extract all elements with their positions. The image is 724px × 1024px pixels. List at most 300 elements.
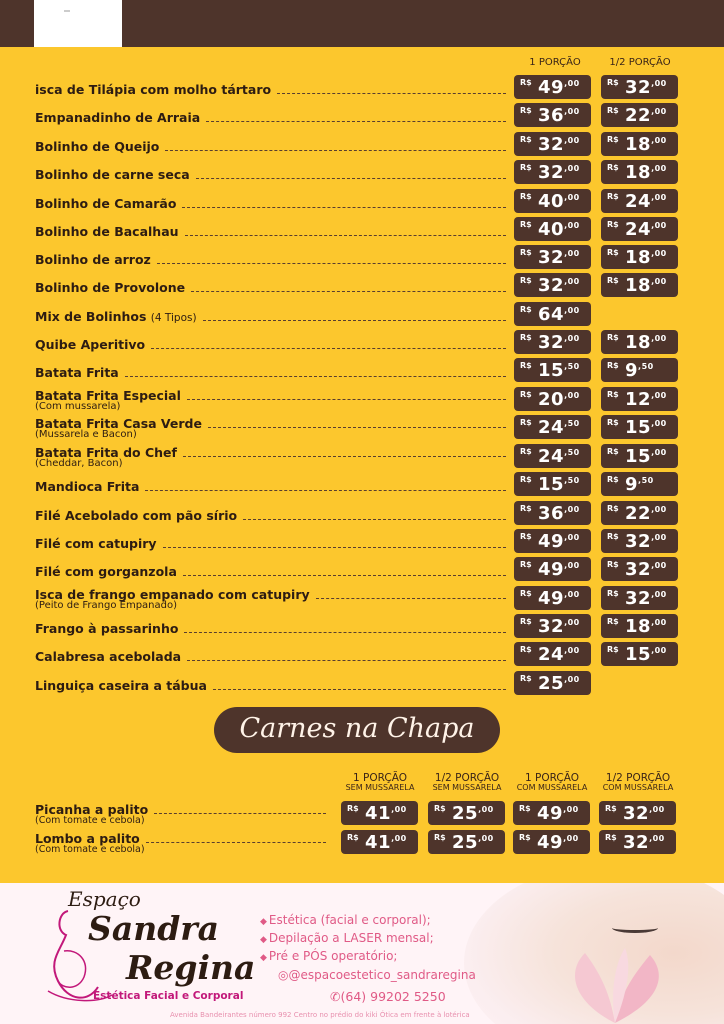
- service-item: ◆ Depilação a LASER mensal;: [260, 931, 434, 945]
- menu-item: [0, 244, 724, 270]
- menu-item: [0, 159, 724, 185]
- price-tag: [514, 501, 591, 525]
- price-cents: ,00: [651, 249, 667, 258]
- price-amount: $64^{,00}$: [538, 304, 580, 325]
- price-amount: $32^{,00}$: [538, 162, 580, 183]
- currency-symbol: R$: [607, 78, 619, 87]
- item-name: Bolinho de Queijo: [35, 139, 160, 154]
- price-cents: ,00: [564, 561, 580, 570]
- price-tag: [514, 132, 591, 156]
- currency-symbol: R$: [607, 248, 619, 257]
- item-name: Calabresa acebolada: [35, 649, 182, 664]
- menu-item: [0, 471, 724, 497]
- currency-symbol: R$: [520, 276, 532, 285]
- menu-item: [0, 641, 724, 667]
- currency-symbol: R$: [607, 276, 619, 285]
- currency-symbol: R$: [607, 163, 619, 172]
- currency-symbol: R$: [520, 135, 532, 144]
- menu-item: [0, 301, 724, 327]
- price-cents: ,00: [564, 107, 580, 116]
- dotted-leader: [146, 842, 326, 843]
- currency-symbol: R$: [520, 645, 532, 654]
- price-amount: $32^{,00}$: [625, 588, 667, 609]
- item-description: (Peito de Frango Empanado): [35, 600, 178, 611]
- price-tag: [514, 642, 591, 666]
- currency-symbol: R$: [520, 305, 532, 314]
- price-tag: [601, 330, 678, 354]
- price-cents: ,00: [651, 193, 667, 202]
- price-cents: ,00: [478, 805, 494, 814]
- instagram-icon: ◎: [278, 968, 289, 982]
- price-amount: $18^{,00}$: [625, 134, 667, 155]
- currency-symbol: R$: [520, 674, 532, 683]
- closed-eye-icon: [612, 923, 658, 933]
- menu-item: [0, 131, 724, 157]
- menu-item: [0, 443, 724, 469]
- price-tag: [513, 830, 590, 854]
- price-amount: $36^{,00}$: [538, 105, 580, 126]
- carnes-item: [0, 800, 724, 826]
- currency-symbol: R$: [607, 418, 619, 427]
- carnes-column-header: 1 PORÇÃO COM MUSSARELA: [516, 772, 588, 792]
- price-amount: $36^{,00}$: [538, 503, 580, 524]
- price-cents: ,00: [651, 221, 667, 230]
- footer: [0, 883, 724, 1024]
- price-cents: ,00: [564, 277, 580, 286]
- currency-symbol: R$: [520, 504, 532, 513]
- header-full-portion: 1 PORÇÃO: [529, 57, 581, 68]
- price-cents: ,00: [651, 561, 667, 570]
- menu-item: [0, 188, 724, 214]
- price-cents: ,00: [651, 391, 667, 400]
- price-tag: [601, 642, 678, 666]
- price-cents: ,00: [564, 306, 580, 315]
- price-amount: $49^{,00}$: [538, 531, 580, 552]
- diamond-bullet-icon: ◆: [260, 917, 267, 927]
- price-cents: ,00: [564, 136, 580, 145]
- price-amount: $32^{,00}$: [538, 134, 580, 155]
- brand-sandra: Sandra: [88, 909, 220, 948]
- carnes-column-header: 1 PORÇÃO SEM MUSSARELA: [345, 772, 415, 792]
- dotted-leader: [145, 490, 506, 491]
- price-cents: ,50: [564, 419, 580, 428]
- price-tag: [514, 273, 591, 297]
- currency-symbol: R$: [520, 390, 532, 399]
- currency-symbol: R$: [520, 475, 532, 484]
- dotted-leader: [206, 121, 506, 122]
- currency-symbol: R$: [607, 475, 619, 484]
- price-cents: ,50: [564, 448, 580, 457]
- price-cents: ,00: [564, 249, 580, 258]
- item-name: Mandioca Frita: [35, 479, 140, 494]
- dotted-leader: [243, 519, 506, 520]
- dotted-leader: [184, 632, 506, 633]
- item-name: Bolinho de carne seca: [35, 167, 190, 182]
- dotted-leader: [163, 547, 506, 548]
- dotted-leader: [185, 235, 506, 236]
- item-name: Filé com gorganzola: [35, 564, 177, 579]
- menu-item: [0, 102, 724, 128]
- price-cents: ,00: [651, 646, 667, 655]
- currency-symbol: R$: [607, 504, 619, 513]
- price-tag: [601, 529, 678, 553]
- currency-symbol: R$: [520, 220, 532, 229]
- top-logo-area: [34, 0, 122, 47]
- price-tag: [601, 217, 678, 241]
- price-tag: [601, 358, 678, 382]
- price-amount: $32^{,00}$: [538, 247, 580, 268]
- brand-tagline: Estética Facial e Corporal: [93, 990, 244, 1002]
- price-cents: ,50: [638, 362, 654, 371]
- price-amount: $41^{,00}$: [365, 803, 407, 824]
- currency-symbol: R$: [519, 804, 531, 813]
- currency-symbol: R$: [607, 447, 619, 456]
- currency-symbol: R$: [520, 163, 532, 172]
- price-amount: $49^{,00}$: [538, 588, 580, 609]
- currency-symbol: R$: [520, 560, 532, 569]
- price-tag: [601, 103, 678, 127]
- price-amount: $18^{,00}$: [625, 332, 667, 353]
- price-cents: ,00: [651, 334, 667, 343]
- price-tag: [514, 529, 591, 553]
- price-amount: $49^{,00}$: [537, 832, 579, 853]
- service-item: ◆ Pré e PÓS operatório;: [260, 949, 398, 963]
- menu-item: [0, 528, 724, 554]
- carnes-column-header: 1/2 PORÇÃO COM MUSSARELA: [602, 772, 674, 792]
- item-name: Filé com catupiry: [35, 536, 157, 551]
- price-cents: ,00: [651, 107, 667, 116]
- dotted-leader: [182, 207, 506, 208]
- price-amount: $15^{,00}$: [625, 644, 667, 665]
- menu-item: [0, 329, 724, 355]
- item-name: Batata Frita do Chef: [35, 445, 177, 460]
- brand-espaco: Espaço: [68, 887, 141, 911]
- dotted-leader: [125, 376, 506, 377]
- price-cents: ,00: [651, 136, 667, 145]
- price-tag: [514, 472, 591, 496]
- price-amount: $25^{,00}$: [538, 673, 580, 694]
- price-tag: [514, 302, 591, 326]
- price-cents: ,50: [564, 476, 580, 485]
- price-amount: $40^{,00}$: [538, 191, 580, 212]
- price-tag: [341, 830, 418, 854]
- dotted-leader: [196, 178, 506, 179]
- price-amount: $25^{,00}$: [452, 832, 494, 853]
- price-tag: [428, 830, 505, 854]
- price-amount: $32^{,00}$: [623, 803, 665, 824]
- price-amount: $15^{,50}$: [538, 474, 580, 495]
- price-cents: ,00: [651, 448, 667, 457]
- price-tag: [514, 217, 591, 241]
- item-name: Bolinho de Provolone: [35, 280, 186, 295]
- item-name: Isca de frango empanado com catupiry: [35, 587, 310, 602]
- price-tag: [514, 387, 591, 411]
- currency-symbol: R$: [434, 833, 446, 842]
- price-amount: $22^{,00}$: [625, 105, 667, 126]
- menu-item: [0, 414, 724, 440]
- price-amount: $15^{,00}$: [625, 417, 667, 438]
- price-amount: $49^{,00}$: [538, 559, 580, 580]
- currency-symbol: R$: [605, 804, 617, 813]
- item-name: Frango à passarinho: [35, 621, 179, 636]
- price-cents: ,00: [564, 590, 580, 599]
- price-amount: $18^{,00}$: [625, 275, 667, 296]
- price-tag: [514, 586, 591, 610]
- currency-symbol: R$: [607, 645, 619, 654]
- logo-mark: [64, 10, 70, 12]
- instagram-handle: ◎@espacoestetico_sandraregina: [278, 968, 476, 982]
- price-cents: ,00: [651, 277, 667, 286]
- price-amount: $32^{,00}$: [538, 275, 580, 296]
- item-name: Quibe Aperitivo: [35, 337, 146, 352]
- section-banner: [214, 707, 500, 753]
- item-name: Batata Frita: [35, 365, 119, 380]
- currency-symbol: R$: [607, 532, 619, 541]
- price-amount: $32^{,00}$: [538, 332, 580, 353]
- price-tag: [601, 189, 678, 213]
- diamond-bullet-icon: ◆: [260, 935, 267, 945]
- currency-symbol: R$: [607, 560, 619, 569]
- price-amount: $9^{,50}$: [625, 474, 654, 495]
- menu-item: [0, 216, 724, 242]
- item-name: Lombo a palito: [35, 831, 140, 846]
- price-cents: ,50: [564, 362, 580, 371]
- item-name: Batata Frita Casa Verde: [35, 416, 202, 431]
- currency-symbol: R$: [607, 192, 619, 201]
- price-tag: [514, 245, 591, 269]
- address: Avenida Bandeirantes número 992 Centro no prédio do kiki Ótica em frente à lotérica: [170, 1011, 470, 1019]
- lily-flower-icon: [555, 943, 675, 1024]
- price-amount: $18^{,00}$: [625, 247, 667, 268]
- currency-symbol: R$: [347, 833, 359, 842]
- carnes-item: [0, 829, 724, 855]
- dotted-leader: [203, 320, 506, 321]
- price-tag: [514, 75, 591, 99]
- price-cents: ,00: [564, 221, 580, 230]
- price-tag: [514, 358, 591, 382]
- item-name: Filé Acebolado com pão sírio: [35, 508, 238, 523]
- price-tag: [601, 586, 678, 610]
- item-name: Batata Frita Especial: [35, 388, 181, 403]
- price-tag: [601, 444, 678, 468]
- price-amount: $9^{,50}$: [625, 360, 654, 381]
- item-name: Bolinho de arroz: [35, 252, 151, 267]
- phone-number: ✆(64) 99202 5250: [330, 989, 446, 1004]
- price-tag: [428, 801, 505, 825]
- brand-regina: Regina: [126, 948, 256, 987]
- price-cents: ,00: [391, 805, 407, 814]
- price-cents: ,00: [478, 834, 494, 843]
- item-description: (Com tomate e cebola): [35, 844, 145, 855]
- item-description: (Com tomate e cebola): [35, 815, 145, 826]
- item-name: Linguiça caseira a tábua: [35, 678, 207, 693]
- price-cents: ,00: [564, 164, 580, 173]
- item-name: isca de Tilápia com molho tártaro: [35, 82, 272, 97]
- currency-symbol: R$: [607, 220, 619, 229]
- service-item: ◆ Estética (facial e corporal);: [260, 913, 431, 927]
- currency-symbol: R$: [605, 833, 617, 842]
- dotted-leader: [316, 598, 506, 599]
- currency-symbol: R$: [519, 833, 531, 842]
- price-tag: [514, 415, 591, 439]
- price-amount: $20^{,00}$: [538, 389, 580, 410]
- price-amount: $24^{,00}$: [538, 644, 580, 665]
- price-tag: [599, 830, 676, 854]
- currency-symbol: R$: [520, 248, 532, 257]
- price-cents: ,00: [564, 618, 580, 627]
- menu-item: [0, 585, 724, 611]
- price-tag: [601, 501, 678, 525]
- price-cents: ,00: [564, 646, 580, 655]
- price-tag: [513, 801, 590, 825]
- price-amount: $32^{,00}$: [625, 77, 667, 98]
- menu-item: [0, 613, 724, 639]
- price-amount: $24^{,00}$: [625, 219, 667, 240]
- price-tag: [601, 614, 678, 638]
- menu-item: [0, 670, 724, 696]
- dotted-leader: [191, 291, 506, 292]
- item-name: Picanha a palito: [35, 802, 149, 817]
- price-cents: ,00: [651, 79, 667, 88]
- price-amount: $49^{,00}$: [537, 803, 579, 824]
- dotted-leader: [165, 150, 506, 151]
- price-cents: ,00: [563, 805, 579, 814]
- price-tag: [601, 557, 678, 581]
- price-tag: [514, 444, 591, 468]
- menu-item: [0, 74, 724, 100]
- dotted-leader: [187, 399, 506, 400]
- price-tag: [514, 557, 591, 581]
- carnes-column-header: 1/2 PORÇÃO SEM MUSSARELA: [432, 772, 502, 792]
- item-description: (Com mussarela): [35, 401, 121, 412]
- price-cents: ,00: [651, 590, 667, 599]
- dotted-leader: [151, 348, 506, 349]
- currency-symbol: R$: [347, 804, 359, 813]
- price-amount: $24^{,00}$: [625, 191, 667, 212]
- currency-symbol: R$: [520, 361, 532, 370]
- item-description: (Mussarela e Bacon): [35, 429, 137, 440]
- item-name: Bolinho de Camarão: [35, 196, 177, 211]
- dotted-leader: [157, 263, 506, 264]
- whatsapp-icon: ✆: [330, 989, 341, 1004]
- menu-item: [0, 272, 724, 298]
- price-tag: [514, 671, 591, 695]
- price-cents: ,00: [649, 805, 665, 814]
- item-description: (Cheddar, Bacon): [35, 458, 123, 469]
- price-cents: ,00: [563, 834, 579, 843]
- price-tag: [514, 103, 591, 127]
- price-tag: [601, 160, 678, 184]
- price-amount: $18^{,00}$: [625, 162, 667, 183]
- dotted-leader: [183, 575, 506, 576]
- currency-symbol: R$: [607, 333, 619, 342]
- price-tag: [514, 160, 591, 184]
- price-cents: ,00: [651, 618, 667, 627]
- price-cents: ,00: [564, 505, 580, 514]
- currency-symbol: R$: [520, 192, 532, 201]
- price-amount: $32^{,00}$: [623, 832, 665, 853]
- item-name: Empanadinho de Arraia: [35, 110, 201, 125]
- currency-symbol: R$: [607, 390, 619, 399]
- header-half-portion: 1/2 PORÇÃO: [609, 57, 671, 68]
- price-amount: $25^{,00}$: [452, 803, 494, 824]
- menu-item: [0, 500, 724, 526]
- menu-item: [0, 386, 724, 412]
- price-tag: [601, 75, 678, 99]
- currency-symbol: R$: [520, 78, 532, 87]
- currency-symbol: R$: [607, 135, 619, 144]
- price-amount: $24^{,50}$: [538, 446, 580, 467]
- currency-symbol: R$: [520, 418, 532, 427]
- currency-symbol: R$: [607, 361, 619, 370]
- currency-symbol: R$: [520, 333, 532, 342]
- dotted-leader: [277, 93, 506, 94]
- diamond-bullet-icon: ◆: [260, 953, 267, 963]
- price-cents: ,00: [391, 834, 407, 843]
- price-cents: ,00: [564, 193, 580, 202]
- currency-symbol: R$: [607, 617, 619, 626]
- price-cents: ,00: [651, 505, 667, 514]
- price-tag: [514, 189, 591, 213]
- price-tag: [341, 801, 418, 825]
- item-name: Bolinho de Bacalhau: [35, 224, 179, 239]
- price-amount: $32^{,00}$: [538, 616, 580, 637]
- price-amount: $32^{,00}$: [625, 531, 667, 552]
- price-cents: ,00: [564, 675, 580, 684]
- currency-symbol: R$: [520, 447, 532, 456]
- price-tag: [601, 273, 678, 297]
- price-tag: [599, 801, 676, 825]
- price-amount: $41^{,00}$: [365, 832, 407, 853]
- price-tag: [601, 132, 678, 156]
- menu-item: [0, 357, 724, 383]
- price-tag: [601, 415, 678, 439]
- price-tag: [601, 245, 678, 269]
- price-tag: [514, 614, 591, 638]
- currency-symbol: R$: [520, 617, 532, 626]
- price-amount: $15^{,00}$: [625, 446, 667, 467]
- currency-symbol: R$: [434, 804, 446, 813]
- price-cents: ,00: [649, 834, 665, 843]
- price-cents: ,00: [651, 164, 667, 173]
- price-tag: [601, 472, 678, 496]
- price-cents: ,00: [651, 533, 667, 542]
- price-amount: $12^{,00}$: [625, 389, 667, 410]
- dotted-leader: [187, 660, 506, 661]
- section-title: Carnes na Chapa: [239, 713, 475, 744]
- dotted-leader: [213, 689, 506, 690]
- dotted-leader: [154, 813, 326, 814]
- price-amount: $22^{,00}$: [625, 503, 667, 524]
- price-tag: [601, 387, 678, 411]
- price-amount: $18^{,00}$: [625, 616, 667, 637]
- currency-symbol: R$: [607, 106, 619, 115]
- dotted-leader: [208, 427, 506, 428]
- price-amount: $40^{,00}$: [538, 219, 580, 240]
- price-cents: ,00: [651, 419, 667, 428]
- price-amount: $15^{,50}$: [538, 360, 580, 381]
- price-tag: [514, 330, 591, 354]
- currency-symbol: R$: [607, 589, 619, 598]
- price-amount: $49^{,00}$: [538, 77, 580, 98]
- item-note: (4 Tipos): [150, 312, 197, 324]
- currency-symbol: R$: [520, 106, 532, 115]
- currency-symbol: R$: [520, 589, 532, 598]
- price-cents: ,00: [564, 533, 580, 542]
- dotted-leader: [183, 456, 506, 457]
- price-cents: ,50: [638, 476, 654, 485]
- price-amount: $24^{,50}$: [538, 417, 580, 438]
